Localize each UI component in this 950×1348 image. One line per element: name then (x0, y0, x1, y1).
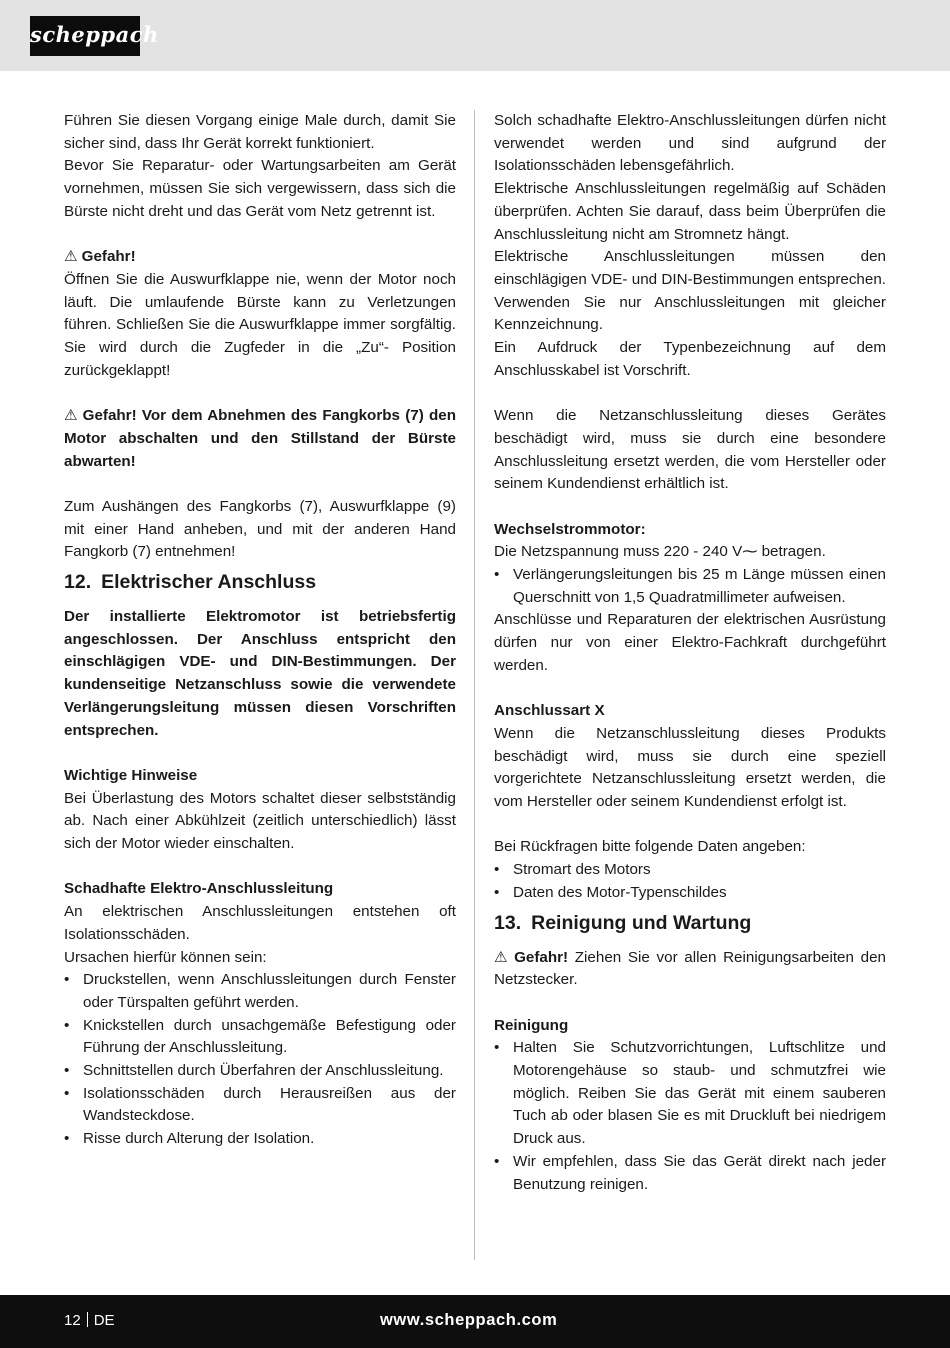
subheading: Reinigung (494, 1016, 569, 1034)
paragraph: Solch schadhafte Elektro-Anschlussleitungen dürfen nicht verwendet werden und sind aufgrund der Isolationsschäden lebensgefährlich. (494, 112, 886, 175)
danger-heading (64, 246, 456, 269)
section-number: 12. (64, 571, 92, 594)
paragraph: Führen Sie diesen Vorgang einige Male durch, damit Sie sicher sind, dass Ihr Gerät korrekt funktioniert. (64, 112, 456, 152)
paragraph: Elektrische Anschlussleitungen müssen den einschlägigen VDE- und DIN-Bestimmungen entsprechen. Verwenden Sie nur Anschlussleitungen mit gleicher Kennzeichnung. (494, 248, 886, 334)
warning-icon: ⚠ (64, 407, 79, 425)
bold-intro: Der installierte Elektromotor ist betriebsfertig angeschlossen. Der Anschluss entspricht den einschlägigen VDE- und DIN-Bestimmungen. Der kundenseitige Netzanschluss sowie die verwendete Verlängerungsleitung müssen diesen Vorschriften entsprechen. (64, 608, 456, 739)
paragraph: Die Netzspannung muss 220 - 240 V⁓ betragen. (494, 543, 826, 561)
paragraph: An elektrischen Anschlussleitungen entstehen oft Isolationsschäden. (64, 903, 456, 943)
section-heading-13 (494, 905, 886, 947)
website-link[interactable]: www.scheppach.com (380, 1311, 558, 1329)
danger-label: Gefahr! (81, 248, 136, 266)
warning-icon: ⚠ (64, 248, 78, 266)
page-footer (0, 1295, 950, 1348)
paragraph: Wenn die Netzanschlussleitung dieses Produkts beschädigt wird, muss sie durch eine speziell vorgerichtete Netzanschlussleitung ersetzt werden, die vom Hersteller oder seinem Kundendienst erfolgt ist. (494, 724, 886, 811)
list-item: • Wir empfehlen, dass Sie das Gerät direkt nach jeder Benutzung reinigen. (494, 1151, 886, 1196)
page-indicator (64, 1310, 115, 1332)
danger-text: Ziehen Sie vor allen Reinigungsarbeiten den Netzstecker. (494, 948, 886, 989)
separator (87, 1312, 88, 1327)
subheading: Anschlussart X (494, 702, 605, 720)
subheading: Wichtige Hinweise (64, 766, 198, 784)
paragraph: Bevor Sie Reparatur- oder Wartungsarbeiten am Gerät vornehmen, müssen Sie sich vergewissern, dass sich die Bürste nicht dreht und das Gerät vom Netz getrennt ist. (64, 157, 456, 220)
scheppach-logo: scheppach (30, 16, 140, 56)
paragraph: Elektrische Anschlussleitungen regelmäßig auf Schäden überprüfen. Achten Sie darauf, dass beim Überprüfen die Anschlussleitung nicht am Stromnetz hängt. (494, 180, 886, 243)
danger-text: Öffnen Sie die Auswurfklappe nie, wenn der Motor noch läuft. Die umlaufende Bürste kann zu Verletzungen führen. Schließen Sie die Auswurfklappe immer sorgfältig. Sie wird durch die Zugfeder in die „Zu“- Position zurückgeklappt! (64, 270, 456, 379)
list-item: • Verlängerungsleitungen bis 25 m Länge müssen einen Querschnitt von 1,5 Quadratmillimeter aufweisen. (494, 564, 886, 609)
left-column (64, 110, 456, 1151)
subheading: Schadhafte Elektro-Anschlussleitung (64, 880, 334, 898)
list-item: • Daten des Motor-Typenschildes (494, 882, 886, 905)
danger-block (494, 947, 886, 992)
warning-icon: ⚠ (494, 948, 511, 966)
list-item: • Stromart des Motors (494, 859, 886, 882)
language-code: DE (93, 1312, 115, 1329)
section-title: Elektrischer Anschluss (101, 571, 317, 594)
page-header (0, 0, 950, 71)
list-item: • Risse durch Alterung der Isolation. (64, 1128, 456, 1151)
list-item: • Halten Sie Schutzvorrichtungen, Luftschlitze und Motorengehäuse so staub- und schmutzfrei wie möglich. Reiben Sie das Gerät mit einem sauberen Tuch ab oder blasen Sie es mit Druckluft bei niedrigem Druck aus. (494, 1037, 886, 1151)
danger-label: Gefahr! (514, 948, 569, 966)
column-divider (474, 110, 475, 1260)
paragraph: Bei Rückfragen bitte folgende Daten angeben: (494, 838, 806, 856)
section-number: 13. (494, 911, 522, 934)
danger-text-bold: Gefahr! Vor dem Abnehmen des Fangkorbs (7) den Motor abschalten und den Stillstand der Bürste abwarten! (64, 407, 456, 470)
rueckfragen-list (494, 859, 886, 904)
paragraph: Ursachen hierfür können sein: (64, 948, 267, 966)
paragraph: Ein Aufdruck der Typenbezeichnung auf dem Anschlusskabel ist Vorschrift. (494, 339, 886, 379)
subheading: Wechselstrommotor: (494, 520, 646, 538)
wechsel-list (494, 564, 886, 609)
list-item: • Druckstellen, wenn Anschlussleitungen durch Fenster oder Türspalten geführt werden. (64, 969, 456, 1014)
list-item: • Isolationsschäden durch Herausreißen aus der Wandsteckdose. (64, 1083, 456, 1128)
right-column (494, 110, 886, 1196)
paragraph: Zum Aushängen des Fangkorbs (7), Auswurfklappe (9) mit einer Hand anheben, und mit der anderen Hand Fangkorb (7) entnehmen! (64, 497, 456, 561)
list-item: • Knickstellen durch unsachgemäße Befestigung oder Führung der Anschlussleitung. (64, 1015, 456, 1060)
list-item: • Schnittstellen durch Überfahren der Anschlussleitung. (64, 1060, 456, 1083)
paragraph: Bei Überlastung des Motors schaltet dieser selbstständig ab. Nach einer Abkühlzeit (zeitlich unterschiedlich) lässt sich der Motor wieder einschalten. (64, 789, 456, 853)
section-title: Reinigung und Wartung (531, 911, 752, 934)
causes-list (64, 969, 456, 1151)
danger-block (64, 405, 456, 473)
reinigung-list (494, 1037, 886, 1196)
page-number: 12 (64, 1312, 81, 1329)
paragraph: Anschlüsse und Reparaturen der elektrischen Ausrüstung dürfen nur von einer Elektro-Fachkraft durchgeführt werden. (494, 611, 886, 674)
paragraph: Wenn die Netzanschlussleitung dieses Gerätes beschädigt wird, muss sie durch eine besondere Anschlussleitung ersetzt werden, die vom Hersteller oder seinem Kundendienst erhältlich ist. (494, 407, 886, 493)
section-heading-12 (64, 564, 456, 606)
